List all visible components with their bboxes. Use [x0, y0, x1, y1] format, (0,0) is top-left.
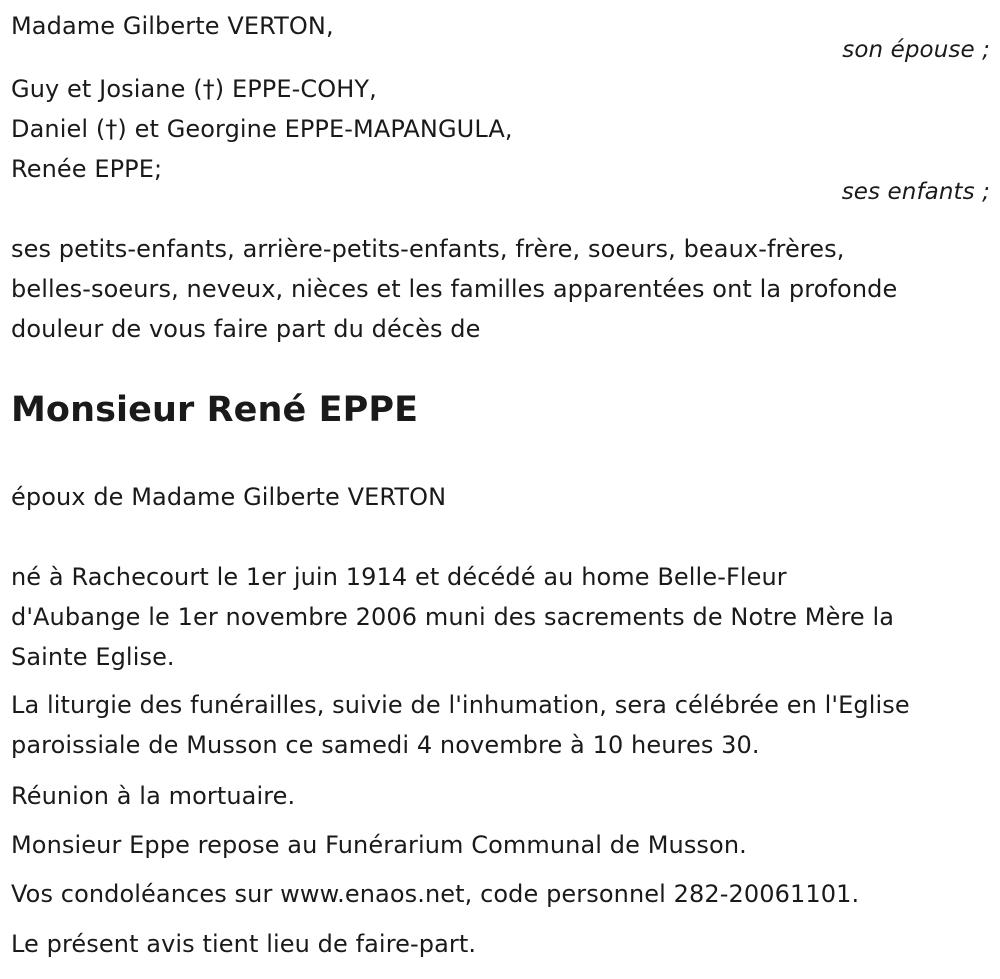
child-line-1: Guy et Josiane (†) EPPE-COHY, [11, 75, 377, 103]
birth-death-line-1: né à Rachecourt le 1er juin 1914 et décédé au home Belle-Fleur [11, 563, 787, 591]
relatives-line-2: belles-soeurs, neveux, nièces et les familles apparentées ont la profonde [11, 275, 898, 303]
child-line-2: Daniel (†) et Georgine EPPE-MAPANGULA, [11, 115, 513, 143]
spouse-role: son épouse ; [842, 37, 990, 63]
gathering-line: Réunion à la mortuaire. [11, 782, 296, 810]
children-role: ses enfants ; [841, 179, 990, 205]
notice-line: Le présent avis tient lieu de faire-part. [11, 930, 477, 958]
spouse-line: Madame Gilberte VERTON, [11, 12, 334, 40]
birth-death-line-3: Sainte Eglise. [11, 643, 175, 671]
relatives-line-1: ses petits-enfants, arrière-petits-enfants, frère, soeurs, beaux-frères, [11, 235, 845, 263]
repose-line: Monsieur Eppe repose au Funérarium Communal de Musson. [11, 831, 747, 859]
deceased-name: Monsieur René EPPE [11, 390, 419, 430]
spouse-of-line: époux de Madame Gilberte VERTON [11, 483, 447, 511]
funeral-line-2: paroissiale de Musson ce samedi 4 novembre à 10 heures 30. [11, 731, 760, 759]
funeral-line-1: La liturgie des funérailles, suivie de l'inhumation, sera célébrée en l'Eglise [11, 691, 910, 719]
child-line-3: Renée EPPE; [11, 155, 163, 183]
birth-death-line-2: d'Aubange le 1er novembre 2006 muni des sacrements de Notre Mère la [11, 603, 895, 631]
relatives-line-3: douleur de vous faire part du décès de [11, 315, 481, 343]
condolences-line: Vos condoléances sur www.enaos.net, code personnel 282-20061101. [11, 880, 860, 908]
